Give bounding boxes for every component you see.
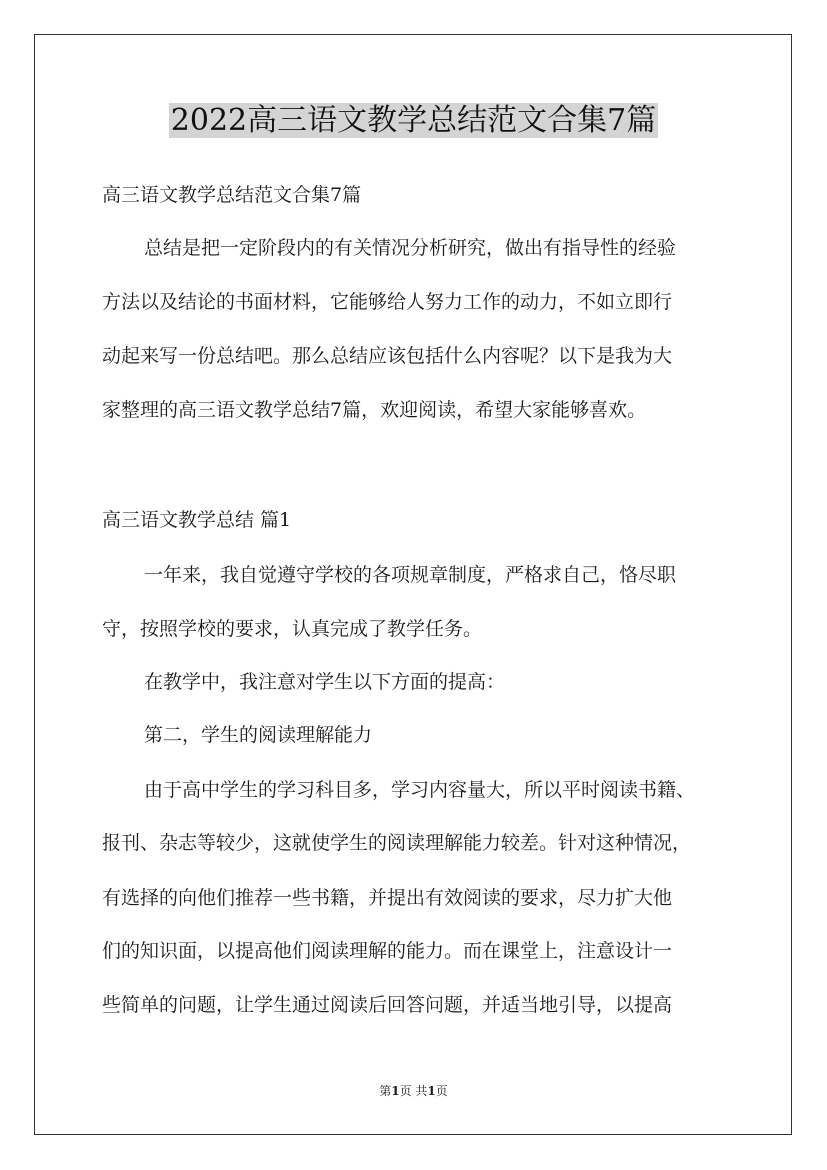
- section-heading: 高三语文教学总结 篇1: [102, 509, 292, 531]
- paragraph-line: 一年来，我自觉遵守学校的各项规章制度，严格求自己，恪尽职: [144, 564, 677, 586]
- paragraph-line: 总结是把一定阶段内的有关情况分析研究，做出有指导性的经验: [144, 237, 677, 259]
- page-footer: [0, 1083, 827, 1099]
- paragraph-line: 些简单的问题，让学生通过阅读后回答问题，并适当地引导，以提高: [102, 994, 673, 1016]
- page-mid: 页 共: [399, 1084, 428, 1098]
- document-title: 2022高三语文教学总结范文合集7篇: [170, 103, 657, 138]
- subtitle-line: 高三语文教学总结范文合集7篇: [102, 184, 362, 206]
- paragraph-line: 第二，学生的阅读理解能力: [144, 724, 373, 746]
- paragraph-line: 报刊、杂志等较少，这就使学生的阅读理解能力较差。针对这种情况，: [102, 832, 692, 854]
- document-title-container: [0, 99, 827, 143]
- paragraph-line: 家整理的高三语文教学总结7篇，欢迎阅读，希望大家能够喜欢。: [102, 399, 647, 421]
- paragraph-line: 守，按照学校的要求，认真完成了教学任务。: [102, 618, 483, 640]
- paragraph-line: 在教学中，我注意对学生以下方面的提高：: [144, 671, 506, 693]
- paragraph-line: 有选择的向他们推荐一些书籍，并提出有效阅读的要求，尽力扩大他: [102, 887, 673, 909]
- paragraph-line: 动起来写一份总结吧。那么总结应该包括什么内容呢？以下是我为大: [102, 345, 673, 367]
- page-prefix: 第: [379, 1084, 392, 1098]
- page-suffix: 页: [435, 1084, 448, 1098]
- paragraph-line: 由于高中学生的学习科目多，学习内容量大，所以平时阅读书籍、: [144, 779, 696, 801]
- page-number: 1: [391, 1084, 400, 1098]
- paragraph-line: 们的知识面，以提高他们阅读理解的能力。而在课堂上，注意设计一: [102, 940, 673, 962]
- page-total: 1: [427, 1084, 436, 1098]
- paragraph-line: 方法以及结论的书面材料，它能够给人努力工作的动力，不如立即行: [102, 291, 673, 313]
